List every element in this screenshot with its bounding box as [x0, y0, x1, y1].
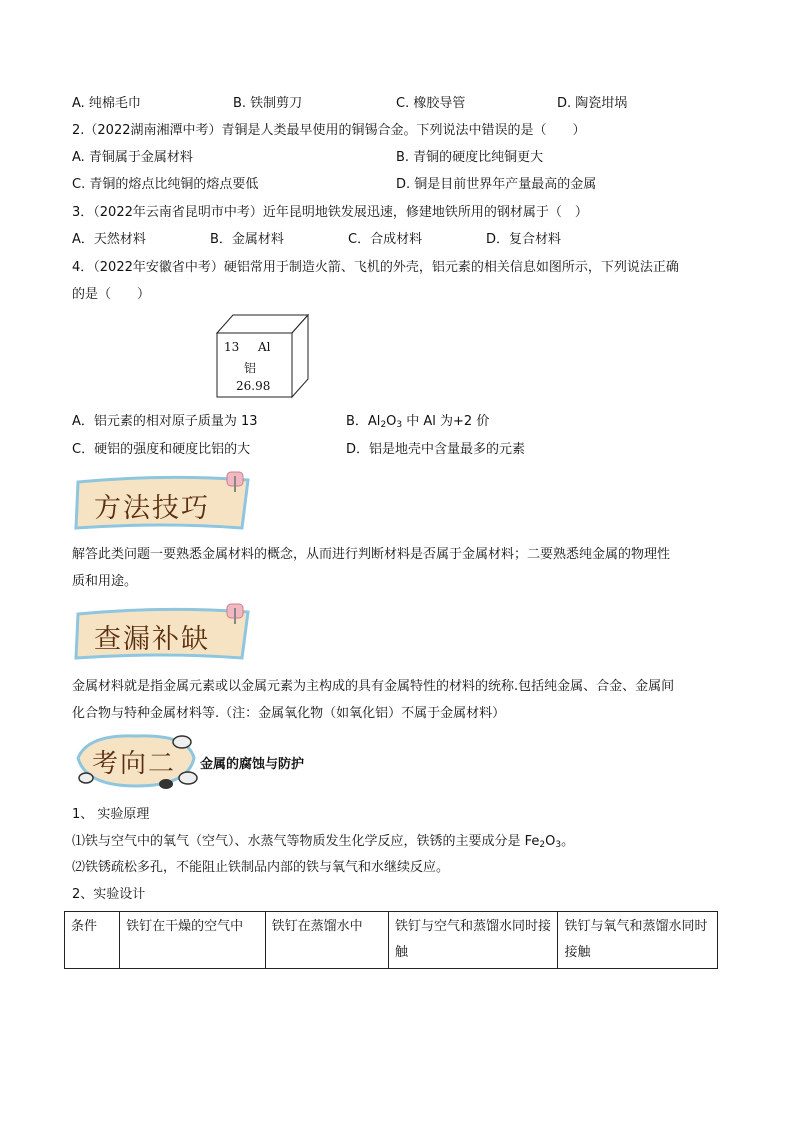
review-line2: 化合物与特种金属材料等.（注：金属氧化物（如氧化铝）不属于金属材料） — [72, 706, 506, 721]
principle-point2: ⑵铁锈疏松多孔，不能阻止铁制品内部的铁与氧气和水继续反应。 — [72, 860, 450, 875]
q4-stem-line2: 的是（ ） — [72, 287, 151, 302]
q4-stem-line1: 4．（2022年安徽省中考）硬铝常用于制造火箭、飞机的外壳，铝元素的相关信息如图所示，下列说法正确 — [72, 260, 679, 275]
table-cell: 条件 — [65, 912, 120, 969]
method-banner-title: 方法技巧 — [94, 493, 210, 524]
element-name: 铝 — [244, 361, 257, 375]
method-line2: 质和用途。 — [72, 574, 138, 589]
design-heading: 2、实验设计 — [72, 887, 146, 902]
q1-option-d: D. 陶瓷坩埚 — [557, 96, 628, 111]
review-banner — [72, 602, 256, 664]
q3-stem: 3．（2022年云南省昆明市中考）近年昆明地铁发展迅速，修建地铁所用的钢材属于（ ） — [72, 205, 588, 220]
q4-option-b: B．$Al_2O_3$ 中 Al 为+2 价 — [346, 414, 490, 430]
q2-stem: 2.（2022湖南湘潭中考）青铜是人类最早使用的铜锡合金。下列说法中错误的是（ ） — [72, 123, 586, 138]
q1-option-c: C. 橡胶导管 — [396, 96, 466, 111]
aluminum-element-card — [215, 313, 311, 399]
review-banner-title: 查漏补缺 — [94, 624, 210, 655]
principle-heading: 1、 实验原理 — [72, 807, 150, 822]
section-badge — [70, 728, 200, 794]
section-title: 金属的腐蚀与防护 — [200, 757, 305, 772]
section-badge-label: 考向二 — [92, 749, 177, 779]
experiment-design-table — [64, 911, 718, 969]
q2-option-a: A. 青铜属于金属材料 — [72, 150, 193, 165]
table-row — [65, 912, 718, 969]
q1-option-a: A. 纯棉毛巾 — [72, 96, 141, 111]
table-cell: 铁钉在蒸馏水中 — [265, 912, 388, 969]
q2-option-c: C. 青铜的熔点比纯铜的熔点要低 — [72, 177, 259, 192]
review-line1: 金属材料就是指金属元素或以金属元素为主构成的具有金属特性的材料的统称.包括纯金属、合金、金属间 — [72, 679, 675, 694]
element-symbol: Al — [258, 340, 271, 354]
table-cell: 铁钉与氧气和蒸馏水同时接触 — [558, 912, 718, 969]
element-atomic-mass: 26.98 — [236, 379, 271, 393]
q4-option-c: C．硬铝的强度和硬度比铝的大 — [72, 442, 251, 457]
method-banner — [72, 470, 256, 534]
q2-option-d: D. 铜是目前世界年产量最高的金属 — [396, 177, 597, 192]
table-cell: 铁钉在干燥的空气中 — [120, 912, 265, 969]
q4-option-d: D．铝是地壳中含量最多的元素 — [346, 442, 526, 457]
q3-option-c: C．合成材料 — [348, 232, 423, 247]
element-atomic-number: 13 — [224, 340, 240, 354]
q3-option-a: A．天然材料 — [72, 232, 146, 247]
q2-option-b: B. 青铜的硬度比纯铜更大 — [396, 150, 544, 165]
q3-option-d: D．复合材料 — [486, 232, 562, 247]
q4-option-a: A．铝元素的相对原子质量为 13 — [72, 414, 258, 429]
q3-option-b: B．金属材料 — [210, 232, 284, 247]
principle-point1: ⑴铁与空气中的氧气（空气）、水蒸气等物质发生化学反应，铁锈的主要成分是 $Fe_2O_3$。 — [72, 834, 575, 850]
q1-option-b: B. 铁制剪刀 — [233, 96, 303, 111]
method-line1: 解答此类问题一要熟悉金属材料的概念，从而进行判断材料是否属于金属材料；二要熟悉纯金属的物理性 — [72, 547, 671, 562]
table-cell: 铁钉与空气和蒸馏水同时接触 — [388, 912, 558, 969]
